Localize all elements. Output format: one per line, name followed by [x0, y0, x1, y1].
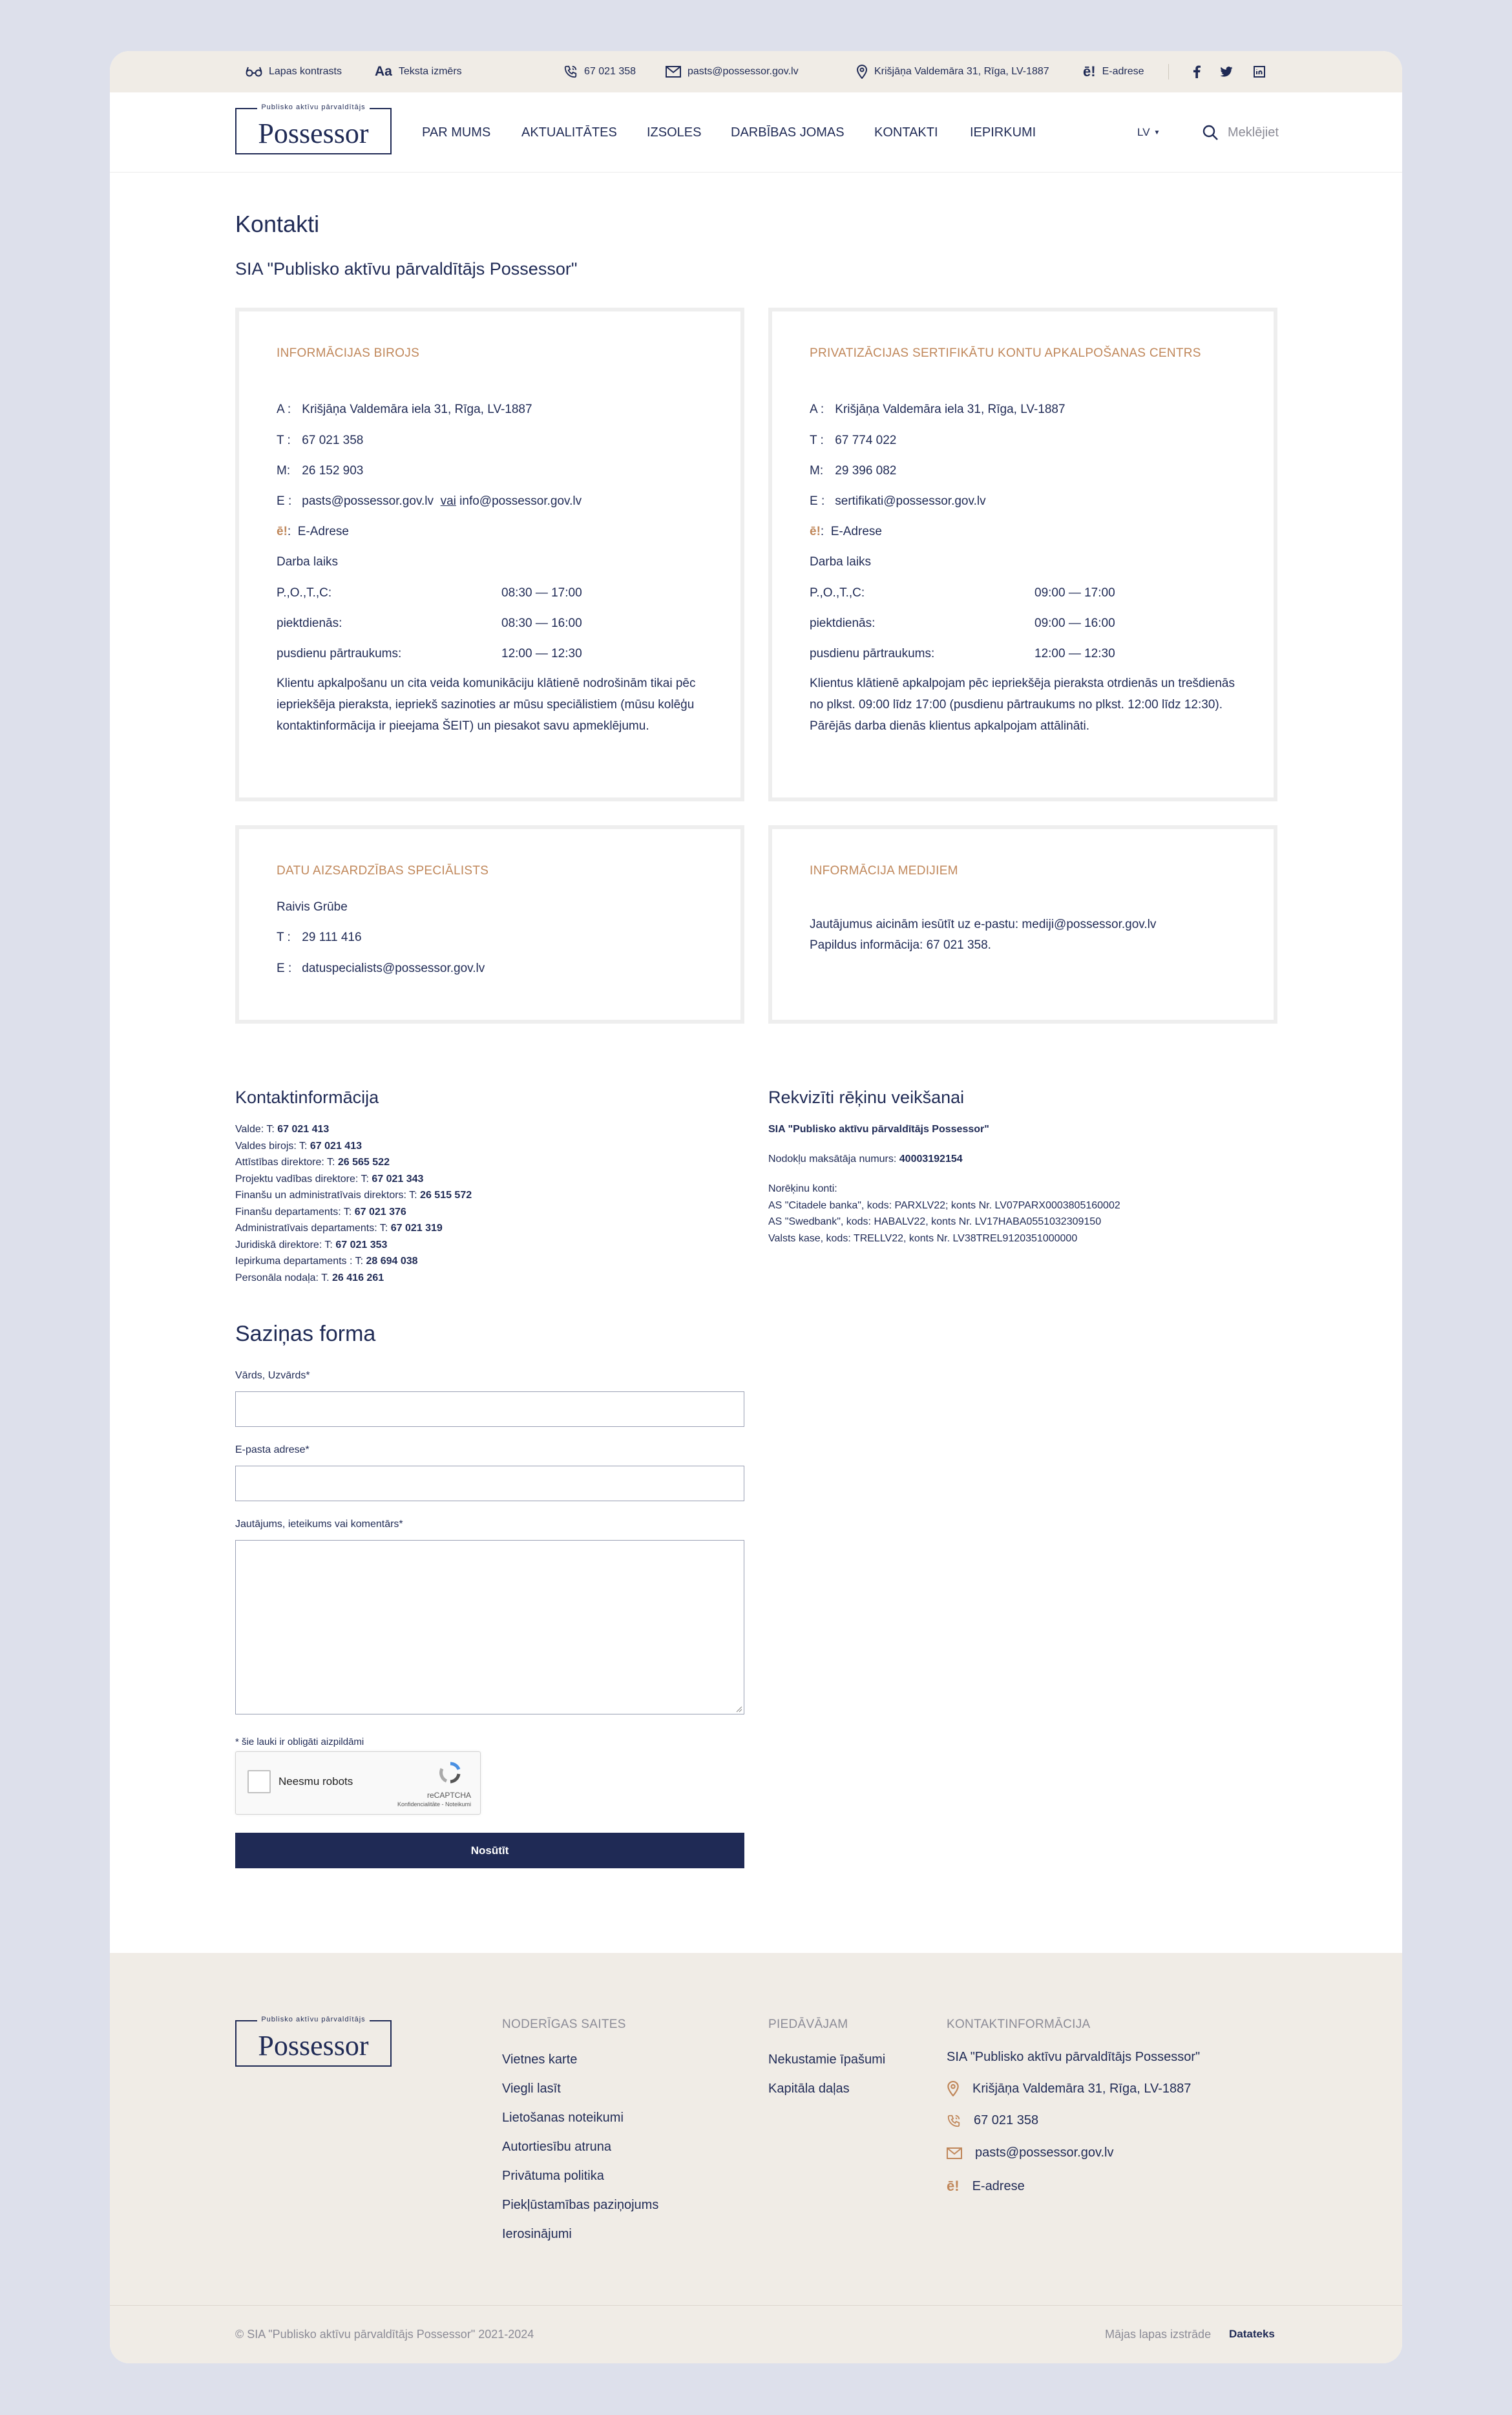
contrast-toggle[interactable]: [246, 51, 342, 92]
topbar-eaddress-text: E-adrese: [1102, 66, 1144, 77]
logo-subtitle: Publisko aktīvu pārvaldītājs: [257, 103, 369, 111]
comment-textarea[interactable]: [235, 1540, 744, 1714]
recaptcha-label: Neesmu robots: [278, 1775, 353, 1788]
contacts-list: [235, 1121, 472, 1286]
cert-hours-title: Darba laiks: [810, 555, 872, 569]
requisites-company: SIA "Publisko aktīvu pārvaldītājs Possessor": [768, 1124, 989, 1135]
recaptcha-widget: [235, 1751, 481, 1815]
contact-row: Finanšu departaments: T: 67 021 376: [235, 1206, 406, 1218]
cert-hours-row: pusdienu pārtraukums: 12:00 — 12:30: [810, 647, 1115, 660]
footer-phone[interactable]: 67 021 358: [947, 2113, 1038, 2128]
location-pin-icon: [856, 65, 868, 79]
cert-address: A : Krišjāņa Valdemāra iela 31, Rīga, LV-1887: [810, 403, 1066, 416]
media-line: Jautājumus aicinām iesūtīt uz e-pastu: mediji@possessor.gov.lv: [810, 918, 1157, 931]
office-hours-row: pusdienu pārtraukums: 12:00 — 12:30: [277, 647, 582, 660]
footer: [110, 1953, 1402, 2363]
glasses-icon: [246, 66, 262, 78]
resize-handle-icon[interactable]: [736, 1706, 742, 1713]
nav-izsoles[interactable]: IZSOLES: [647, 125, 702, 140]
media-line: Papildus informācija: 67 021 358.: [810, 938, 991, 952]
contact-row: Projektu vadības direktore: T: 67 021 343: [235, 1173, 424, 1185]
phone-icon: [563, 65, 578, 79]
footer-eaddress[interactable]: ē! E-adrese: [947, 2178, 1025, 2194]
e-address-icon: ē!: [1083, 63, 1096, 79]
search-input[interactable]: Meklējiet: [1228, 125, 1279, 140]
office-mobile[interactable]: M: 26 152 903: [277, 464, 364, 478]
name-input[interactable]: [235, 1391, 744, 1427]
company-name: SIA "Publisko aktīvu pārvaldītājs Possessor": [235, 259, 578, 279]
nav-iepirkumi[interactable]: IEPIRKUMI: [970, 125, 1036, 140]
cert-note: Klientus klātienē apkalpojam pēc iepriekšēja pieraksta otrdienās un trešdienās no plkst. 09:00 līdz 17:00 (pusdienu pārtraukums no plkst. 12:00 līdz 12:30). Pārējās darba dienās klientus apkalpojam attālināti.: [810, 677, 1235, 733]
topbar-email[interactable]: [666, 51, 799, 92]
topbar-divider: [1168, 64, 1169, 79]
dpo-phone[interactable]: T : 29 111 416: [277, 931, 362, 944]
cert-email[interactable]: E : sertifikati@possessor.gov.lv: [810, 494, 986, 508]
card-title: INFORMĀCIJAS BIROJS: [277, 346, 420, 360]
mail-icon: [947, 2147, 962, 2159]
topbar-eaddress[interactable]: [1083, 51, 1144, 92]
office-eaddress[interactable]: ē!: E-Adrese: [277, 525, 349, 538]
card-title: DATU AIZSARDZĪBAS SPECIĀLISTS: [277, 864, 489, 878]
footer-link[interactable]: Ierosinājumi: [502, 2227, 572, 2241]
cert-hours-row: piektdienās: 09:00 — 16:00: [810, 617, 1115, 630]
footer-link[interactable]: Vietnes karte: [502, 2052, 578, 2067]
contact-row: Iepirkuma departaments : T: 28 694 038: [235, 1256, 418, 1267]
mail-icon: [666, 66, 681, 78]
logo-subtitle: Publisko aktīvu pārvaldītājs: [257, 2016, 369, 2023]
name-label: Vārds, Uzvārds*: [235, 1370, 310, 1381]
copyright: © SIA "Publisko aktīvu pārvaldītājs Possessor" 2021-2024: [235, 2328, 534, 2341]
footer-link[interactable]: Lietošanas noteikumi: [502, 2111, 624, 2125]
footer-offer-link[interactable]: Nekustamie īpašumi: [768, 2052, 886, 2067]
phone-icon: [947, 2114, 961, 2128]
facebook-link[interactable]: [1193, 51, 1201, 92]
footer-address[interactable]: Krišjāņa Valdemāra 31, Rīga, LV-1887: [947, 2081, 1191, 2096]
topbar-address[interactable]: [856, 51, 1049, 92]
submit-button[interactable]: Nosūtīt: [235, 1833, 744, 1868]
office-email[interactable]: E : pasts@possessor.gov.lv vai info@possessor.gov.lv: [277, 494, 582, 508]
office-address: A : Krišjāņa Valdemāra iela 31, Rīga, LV-1887: [277, 403, 532, 416]
dpo-email[interactable]: E : datuspecialists@possessor.gov.lv: [277, 962, 485, 975]
linkedin-icon: [1254, 66, 1265, 78]
cert-eaddress[interactable]: ē!: E-Adrese: [810, 525, 882, 538]
nav-aktualitates[interactable]: AKTUALITĀTES: [521, 125, 617, 140]
email-input[interactable]: [235, 1466, 744, 1501]
location-pin-icon: [947, 2081, 960, 2096]
footer-logo[interactable]: [235, 2016, 392, 2067]
recaptcha-links[interactable]: Konfidencialitāte - Noteikumi: [397, 1801, 471, 1808]
topbar-phone[interactable]: [563, 51, 636, 92]
search-icon: [1202, 124, 1219, 141]
card-title: PRIVATIZĀCIJAS SERTIFIKĀTU KONTU APKALPOŠANAS CENTRS: [810, 346, 1201, 360]
language-value: LV: [1137, 126, 1150, 138]
page-title: Kontakti: [235, 211, 320, 237]
nav-par-mums[interactable]: PAR MUMS: [422, 125, 491, 140]
contact-row: Valde: T: 67 021 413: [235, 1124, 330, 1135]
office-phone[interactable]: T : 67 021 358: [277, 434, 364, 447]
footer-offer-link[interactable]: Kapitāla daļas: [768, 2082, 850, 2096]
contact-row: Juridiskā direktore: T: 67 021 353: [235, 1239, 388, 1250]
topbar-address-text: Krišjāņa Valdemāra 31, Rīga, LV-1887: [874, 66, 1049, 77]
cert-mobile[interactable]: M: 29 396 082: [810, 464, 897, 478]
form-title: Saziņas forma: [235, 1322, 376, 1346]
e-address-icon: ē!: [810, 525, 821, 538]
page-frame: [110, 51, 1402, 2363]
search-box[interactable]: [1202, 124, 1279, 141]
footer-contact-title: KONTAKTINFORMĀCIJA: [947, 2018, 1091, 2031]
text-size-label: Teksta izmērs: [398, 66, 462, 77]
topbar-phone-text: 67 021 358: [584, 66, 636, 77]
footer-divider: [110, 2305, 1402, 2306]
cert-phone[interactable]: T : 67 774 022: [810, 434, 897, 447]
footer-company: SIA "Publisko aktīvu pārvaldītājs Possessor": [947, 2050, 1201, 2064]
account-row: AS "Swedbank", kods: HABALV22, konts Nr. LV17HABA0551032309150: [768, 1216, 1102, 1227]
footer-link[interactable]: Autortiesību atruna: [502, 2140, 611, 2154]
e-address-icon: ē!: [277, 525, 288, 538]
footer-link[interactable]: Viegli lasīt: [502, 2082, 561, 2096]
text-size-icon: Aa: [375, 64, 392, 79]
footer-offer-title: PIEDĀVĀJAM: [768, 2018, 848, 2031]
card-title: INFORMĀCIJA MEDIJIEM: [810, 864, 958, 878]
footer-links-title: NODERĪGAS SAITES: [502, 2018, 626, 2031]
recaptcha-logo-icon: [439, 1761, 462, 1784]
recaptcha-checkbox[interactable]: [247, 1770, 271, 1793]
logo-name: Possessor: [258, 118, 369, 149]
cert-hours-row: P.,O.,T.,C: 09:00 — 17:00: [810, 586, 1115, 600]
office-hours-row: piektdienās: 08:30 — 16:00: [277, 617, 582, 630]
top-utility-bar: [110, 51, 1402, 92]
requisites-accounts: Norēķinu konti: AS "Citadele banka", kods: PARXLV22; konts Nr. LV07PARX0003805160002 AS "Swedbank", kods: HABALV22, konts Nr. LV17HABA0551032309150 Valsts kase, kods: TRELLV22, konts Nr. LV38TREL9120351000000: [768, 1181, 1120, 1247]
office-note: Klientu apkalpošanu un cita veida komunikāciju klātienē nodrošinām tikai pēc iepriekšēja pieraksta, iepriekš sazinoties ar mūsu speciālistiem (mūsu kolēģu kontaktinformācija ir pieejama ŠEIT) un piesakot savu apmeklējumu.: [277, 677, 696, 733]
linkedin-link[interactable]: [1254, 51, 1265, 92]
recaptcha-brand: reCAPTCHA: [426, 1791, 471, 1800]
contacts-title: Kontaktinformācija: [235, 1088, 379, 1107]
card-cert-center: [768, 308, 1277, 801]
twitter-icon: [1220, 67, 1233, 77]
office-hours-row: P.,O.,T.,C: 08:30 — 17:00: [277, 586, 582, 600]
contact-row: Valdes birojs: T: 67 021 413: [235, 1140, 362, 1152]
footer-link[interactable]: Piekļūstamības paziņojums: [502, 2198, 659, 2212]
requisites-tax: Nodokļu maksātāja numurs: 40003192154: [768, 1154, 963, 1165]
requisites-title: Rekvizīti rēķinu veikšanai: [768, 1088, 965, 1107]
text-size-toggle[interactable]: [375, 51, 462, 92]
footer-email[interactable]: pasts@possessor.gov.lv: [947, 2146, 1113, 2160]
dpo-name: Raivis Grūbe: [277, 900, 348, 914]
email-label: E-pasta adrese*: [235, 1444, 310, 1455]
chevron-down-icon: ▼: [1153, 129, 1160, 136]
facebook-icon: [1193, 65, 1201, 78]
comment-label: Jautājums, ieteikums vai komentārs*: [235, 1519, 403, 1530]
footer-link[interactable]: Privātuma politika: [502, 2169, 604, 2183]
card-info-office: [235, 308, 744, 801]
contact-row: Personāla nodaļa: T. 26 416 261: [235, 1272, 384, 1283]
account-row: Valsts kase, kods: TRELLV22, konts Nr. LV38TREL9120351000000: [768, 1232, 1078, 1244]
account-row: AS "Citadele banka", kods: PARXLV22; konts Nr. LV07PARX0003805160002: [768, 1199, 1120, 1211]
contact-row: Administratīvais departaments: T: 67 021 319: [235, 1223, 443, 1234]
twitter-link[interactable]: [1220, 51, 1233, 92]
contact-row: Attīstības direktore: T: 26 565 522: [235, 1157, 390, 1168]
topbar-email-text: pasts@possessor.gov.lv: [688, 66, 799, 77]
logo-name: Possessor: [258, 2030, 369, 2062]
required-note: * šie lauki ir obligāti aizpildāmi: [235, 1736, 364, 1747]
contrast-label: Lapas kontrasts: [269, 66, 342, 77]
nav-kontakti[interactable]: KONTAKTI: [874, 125, 938, 140]
datateks-logo[interactable]: Datateks: [1229, 2328, 1275, 2340]
e-address-icon: ē!: [947, 2178, 960, 2194]
made-by-label: Mājas lapas izstrāde: [1105, 2328, 1212, 2341]
office-hours-title: Darba laiks: [277, 555, 339, 569]
card-media: [768, 825, 1277, 1024]
card-data-protection: [235, 825, 744, 1024]
main-nav: [110, 92, 1402, 173]
language-select[interactable]: [1137, 126, 1160, 139]
nav-darbibas-jomas[interactable]: DARBĪBAS JOMAS: [731, 125, 845, 140]
contact-row: Finanšu un administratīvais direktors: T: 26 515 572: [235, 1190, 472, 1201]
